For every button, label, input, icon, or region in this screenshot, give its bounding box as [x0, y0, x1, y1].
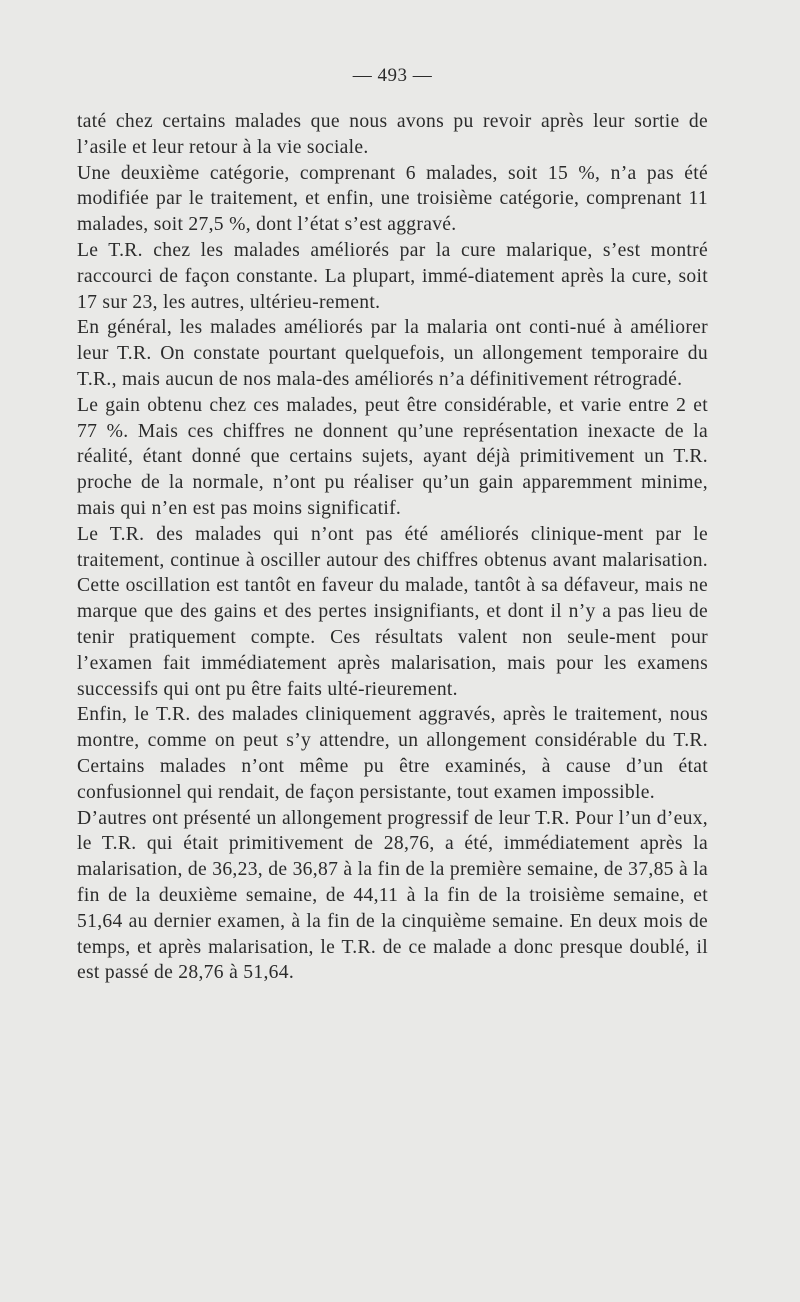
paragraph-improved-tr: Le T.R. chez les malades améliorés par la cure malarique, s’est montré raccourci de façon constante. La plupart, immé-diatement après la cure, soit 17 sur 23, les autres, ultérieu-rement.: [77, 239, 708, 313]
paragraph-continuation: taté chez certains malades que nous avons pu revoir après leur sortie de l’asile et leur retour à la vie sociale.: [77, 111, 708, 158]
paragraph-second-category: Une deuxième catégorie, comprenant 6 malades, soit 15 %, n’a pas été modifiée par le traitement, et enfin, une troisième catégorie, comprenant 11 malades, soit 27,5 %, dont l’état s’est aggravé.: [77, 162, 708, 236]
body-text: [77, 109, 708, 986]
page-number: — 493 —: [352, 65, 433, 86]
paragraph-general-improvement: En général, les malades améliorés par la malaria ont conti-nué à améliorer leur T.R. On constate pourtant quelquefois, un allongement temporaire du T.R., mais aucun de nos mala-des améliorés n’a définitivement rétrogradé.: [77, 317, 708, 390]
paragraph-progressive-lengthening: D’autres ont présenté un allongement progressif de leur T.R. Pour l’un d’eux, le T.R. qui était primitivement de 28,76, a été, immédiatement après la malarisation, de 36,23, de 36,87 à la fin de la première semaine, de 37,85 à la fin de la deuxième semaine, de 44,11 à la fin de la troisième semaine, et 51,64 au dernier examen, à la fin de la cinquième semaine. En deux mois de temps, et après malarisation, le T.R. de ce malade a donc presque doublé, il est passé de 28,76 à 51,64.: [77, 807, 708, 984]
paragraph-not-improved: Le T.R. des malades qui n’ont pas été améliorés clinique-ment par le traitement, continue à osciller autour des chiffres obtenus avant malarisation. Cette oscillation est tantôt en faveur du malade, tantôt à sa défaveur, mais ne marque que des gains et des pertes insignifiants, et dont il n’y a pas lieu de tenir pratiquement compte. Ces résultats valent non seule-ment pour l’examen fait immédiatement après malarisation, mais pour les examens successifs qui ont pu être faits ulté-rieurement.: [77, 523, 708, 700]
paragraph-aggravated: Enfin, le T.R. des malades cliniquement aggravés, après le traitement, nous montre, comme on peut s’y attendre, un allongement considérable du T.R. Certains malades n’ont même pu être examinés, à cause d’un état confusionnel qui rendait, de façon persistante, tout examen impossible.: [77, 704, 708, 803]
paragraph-gain-obtained: Le gain obtenu chez ces malades, peut être considérable, et varie entre 2 et 77 %. Mais ces chiffres ne donnent qu’une représentation inexacte de la réalité, étant donné que certains sujets, ayant déjà primitivement un T.R. proche de la normale, n’ont pu réaliser qu’un gain apparemment minime, mais qui n’en est pas moins significatif.: [77, 394, 708, 519]
